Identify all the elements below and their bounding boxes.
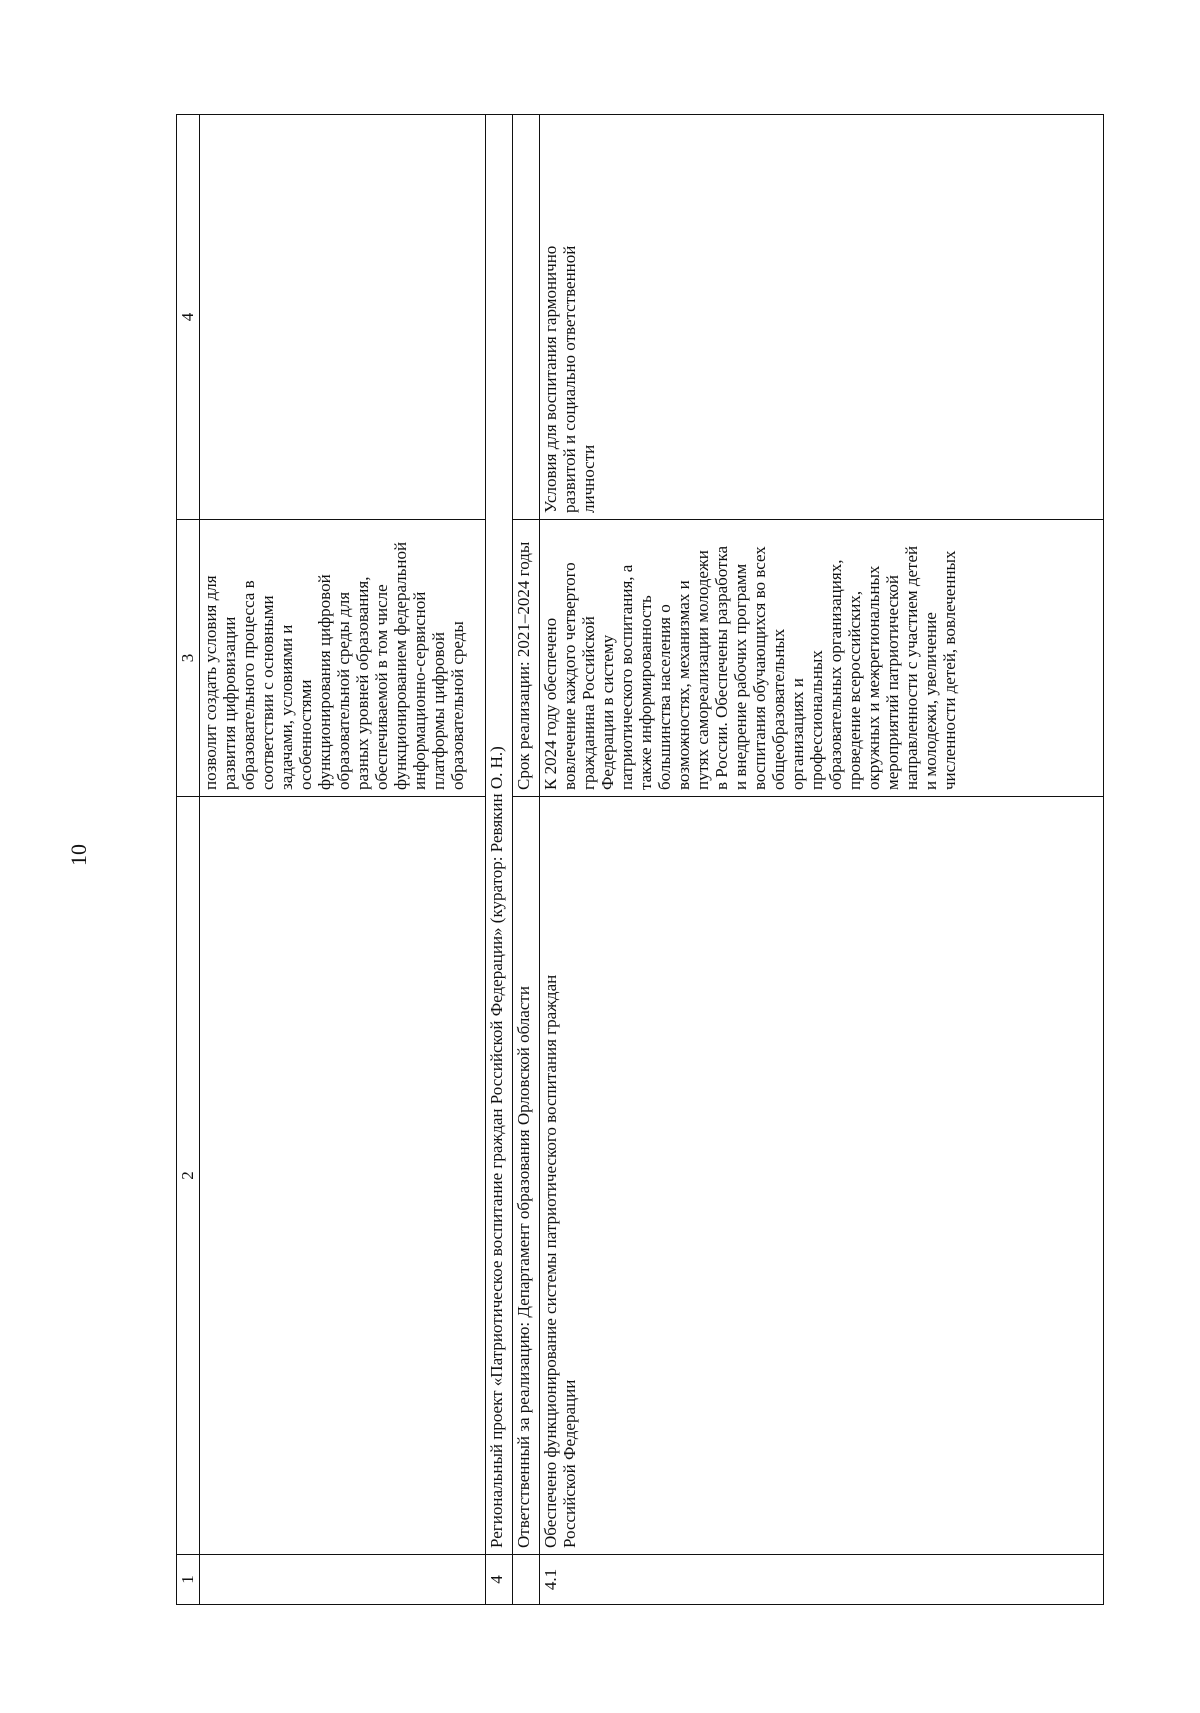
- table-rotator: [176, 115, 1104, 1605]
- section-term: Срок реализации: 2021–2024 годы: [513, 520, 540, 797]
- header-col-2: 2: [177, 797, 200, 1555]
- row-effect-text: Условия для воспитания гармонично развитой и социально ответственной личности: [540, 115, 1104, 520]
- section-responsible: Ответственный за реализацию: Департамент образования Орловской области: [513, 797, 540, 1555]
- rotated-table-area: [176, 115, 1104, 1605]
- page-number: 10: [66, 844, 91, 866]
- section-title-row: [486, 115, 513, 1605]
- row-result-text: К 2024 году обеспечено вовлечение каждого четвертого гражданина Российской Федерации в систему патриотического воспитания, а также информированность большинства населения о возможностях, механизмах и путях самореализации молодежи в России. Обеспечены разработка и внедрение рабочих программ воспитания обучающихся во всех общеобразовательных организациях и профессиональных образовательных организациях, проведение всероссийских, окружных и межрегиональных мероприятий патриотической направленности с участием детей и молодежи, увеличение численности детей, вовлеченных: [540, 520, 1104, 797]
- section-number: 4: [486, 1555, 513, 1605]
- section-meta-row: [513, 115, 540, 1605]
- header-col-1: 1: [177, 1555, 200, 1605]
- cont-col-4: [200, 115, 486, 520]
- row-4-1: [540, 115, 1104, 1605]
- cont-col-3-text: позволит создать условия для развития цифровизации образовательного процесса в соответствии с основными задачами, условиями и особенностями функционирования цифровой образовательной среды для разных уровней образования, обеспечиваемой в том числе функционированием федеральной информационно-сервисной платформы цифровой образовательной среды: [200, 520, 486, 797]
- meta-empty-cell-4: [513, 115, 540, 520]
- header-col-3: 3: [177, 520, 200, 797]
- row-number: 4.1: [540, 1555, 1104, 1605]
- continuation-row: [200, 115, 486, 1605]
- header-col-4: 4: [177, 115, 200, 520]
- document-table: [176, 114, 1104, 1605]
- section-title: Региональный проект «Патриотическое воспитание граждан Российской Федерации» (куратор: Ревякин О. Н.): [486, 115, 513, 1555]
- cont-col-2: [200, 797, 486, 1555]
- row-task-text: Обеспечено функционирование системы патриотического воспитания граждан Российской Федерации: [540, 797, 1104, 1555]
- meta-empty-cell: [513, 1555, 540, 1605]
- cont-col-1: [200, 1555, 486, 1605]
- header-row: [177, 115, 200, 1605]
